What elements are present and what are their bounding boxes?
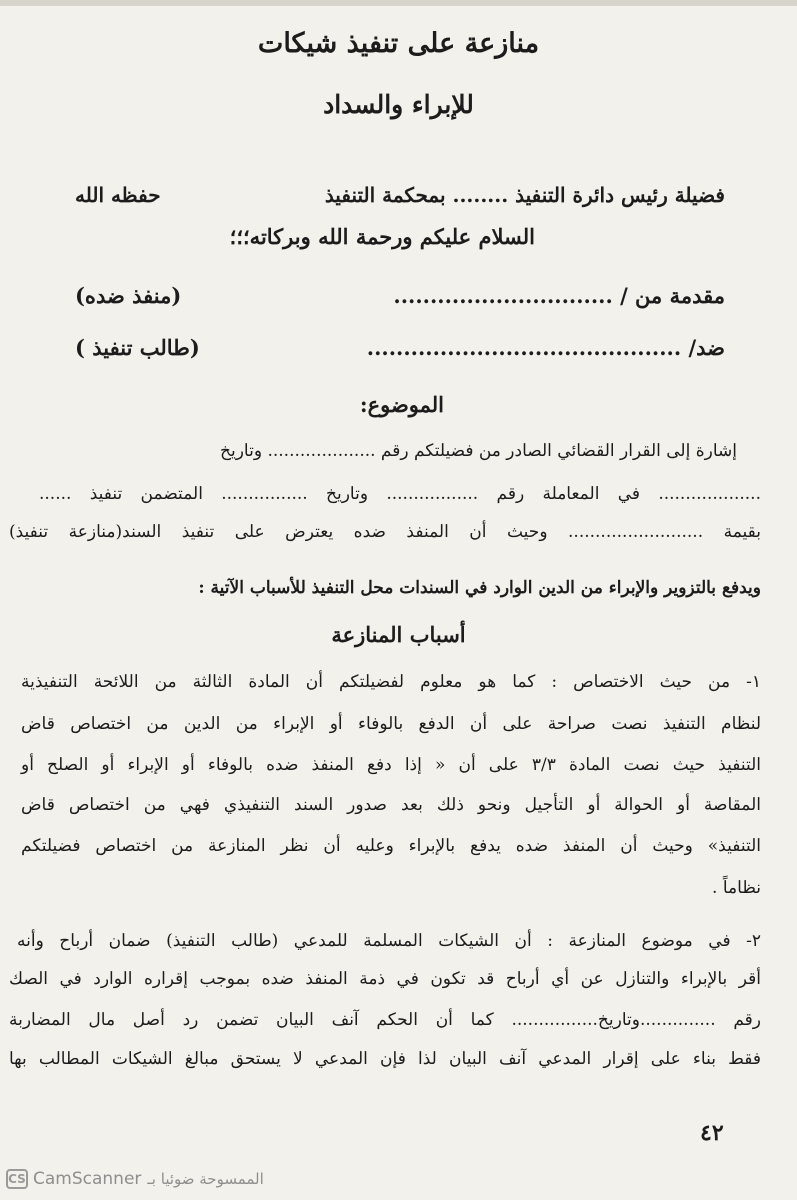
subject-heading: الموضوع:: [359, 392, 444, 417]
party-against: [75, 335, 725, 360]
greeting: السلام عليكم ورحمة الله وبركاته؛؛؛: [229, 224, 535, 249]
reason-line: رقم ..............وتاريخ................ كما أن الحكم آنف البيان تضمن رد أصل مال المضاربة: [9, 1010, 761, 1030]
reason-line: المقاصة أو الحوالة أو التأجيل ونحو ذلك بعد صدور السند التنفيذي فهي من اختصاص قاض: [21, 795, 761, 815]
reason-line: فقط بناء على إقرار المدعي آنف البيان لذا فإن المدعي لا يستحق مبالغ الشيكات المطالب بها: [9, 1049, 761, 1069]
camscanner-icon: CS: [6, 1169, 28, 1189]
document-title: منازعة على تنفيذ شيكات: [257, 28, 540, 59]
reason-line: ٢- في موضوع المنازعة : أن الشيكات المسلمة للمدعي (طالب التنفيذ) ضمان أرباح وأنه: [17, 931, 761, 951]
reason-line: نظاماً .: [712, 878, 761, 898]
party-against-label: ضد/ ...........................................: [366, 335, 725, 360]
address-line: [75, 183, 725, 207]
watermark-brand: CamScanner: [33, 1169, 142, 1189]
party-from-label: مقدمة من / ..............................: [393, 283, 725, 308]
address-recipient: فضيلة رئيس دائرة التنفيذ ........ بمحكمة التنفيذ: [324, 183, 725, 207]
camscanner-watermark: [6, 1167, 264, 1191]
party-against-role: (طالب تنفيذ ): [75, 335, 200, 360]
intro-line: ................... في المعاملة رقم ................. وتاريخ ................ المتضمن تنفيذ ......: [39, 484, 761, 504]
reason-line: التنفيذ حيث نصت المادة ٣/٣ على أن « إذا دفع المنفذ ضده بالوفاء أو الإبراء أو الصلح أو: [21, 755, 761, 775]
intro-line: بقيمة ......................... وحيث أن المنفذ ضده يعترض على تنفيذ السند(منازعة تنفيذ): [9, 522, 761, 542]
watermark-text: الممسوحة ضوئيا بـ: [147, 1170, 264, 1188]
address-blessing: حفظه الله: [75, 183, 161, 207]
page-top-edge: [0, 0, 797, 6]
reason-line: التنفيذ» وحيث أن المنفذ ضده يدفع بالإبراء وعليه أن نظر المنازعة من اختصاص فضيلتكم: [21, 836, 761, 856]
party-from-role: (منفذ ضده): [75, 283, 182, 308]
reason-line: لنظام التنفيذ نصت صراحة على أن الدفع بالوفاء أو الإبراء من الدين من اختصاص قاض: [21, 714, 761, 734]
party-from: [75, 283, 725, 308]
reason-line: ١- من حيث الاختصاص : كما هو معلوم لفضيلتكم أن المادة الثالثة من اللائحة التنفيذية: [21, 672, 761, 692]
reason-line: أقر بالإبراء والتنازل عن أي أرباح قد تكون في ذمة المنفذ ضده بموجب إقراره الوارد في الصك: [9, 969, 761, 989]
document-subtitle: للإبراء والسداد: [323, 90, 474, 119]
intro-line: إشارة إلى القرار القضائي الصادر من فضيلتكم رقم .................... وتاريخ: [220, 441, 737, 461]
reasons-heading: أسباب المنازعة: [331, 622, 466, 647]
page-number: ٤٢: [700, 1120, 724, 1146]
intro-line: ويدفع بالتزوير والإبراء من الدين الوارد في السندات محل التنفيذ للأسباب الآتية :: [198, 578, 761, 598]
